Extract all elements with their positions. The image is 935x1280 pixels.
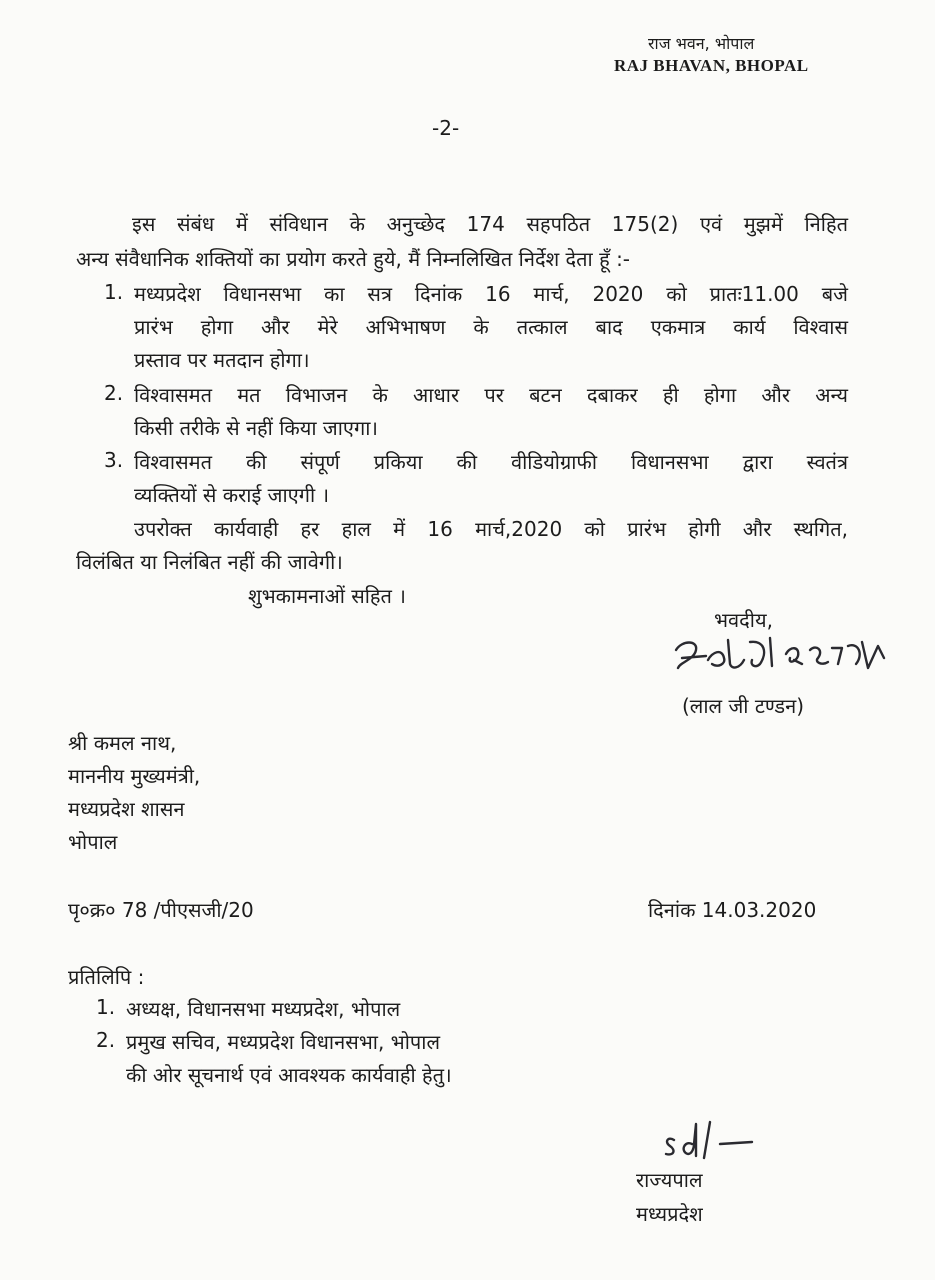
direction-line: प्रारंभ होगा और मेरे अभिभाषण के तत्काल बाद एकमात्र कार्य विश्वास (134, 315, 848, 339)
signatory-name: (लाल जी टण्डन) (682, 694, 805, 718)
governor-state: मध्यप्रदेश (636, 1202, 703, 1226)
addressee-line: भोपाल (68, 830, 118, 854)
copy-to-line: अध्यक्ष, विधानसभा मध्यप्रदेश, भोपाल (126, 997, 401, 1021)
copy-to-line: की ओर सूचनार्थ एवं आवश्यक कार्यवाही हेतु। (126, 1063, 452, 1087)
wishes-line: शुभकामनाओं सहित । (248, 584, 406, 608)
letter-date: दिनांक 14.03.2020 (648, 898, 817, 922)
intro-line-2: अन्य संवैधानिक शक्तियों का प्रयोग करते हुये, मैं निम्नलिखित निर्देश देता हूँ :- (76, 247, 631, 271)
direction-number: 3. (104, 448, 124, 472)
letterhead-hindi: राज भवन, भोपाल (648, 34, 755, 53)
copy-to-heading: प्रतिलिपि : (68, 965, 145, 989)
addressee-line: माननीय मुख्यमंत्री, (68, 764, 201, 788)
sdl-mark (660, 1118, 760, 1168)
reference-number: पृ०क्र० 78 /पीएसजी/20 (68, 898, 254, 922)
direction-line: व्यक्तियों से कराई जाएगी । (134, 483, 330, 507)
direction-number: 1. (104, 280, 124, 304)
closing-line-2: विलंबित या निलंबित नहीं की जावेगी। (76, 550, 343, 574)
governor-title: राज्यपाल (636, 1168, 703, 1192)
direction-line: किसी तरीके से नहीं किया जाएगा। (134, 416, 378, 440)
intro-line-1: इस संबंध में संविधान के अनुच्छेद 174 सहपठित 175(2) एवं मुझमें निहित (132, 212, 848, 236)
copy-to-line: प्रमुख सचिव, मध्यप्रदेश विधानसभा, भोपाल (126, 1030, 441, 1054)
direction-line: विश्वासमत मत विभाजन के आधार पर बटन दबाकर ही होगा और अन्य (134, 383, 848, 407)
handwritten-signature (672, 628, 902, 682)
addressee-line: श्री कमल नाथ, (68, 731, 177, 755)
page-number: -2- (432, 116, 460, 140)
direction-line: प्रस्ताव पर मतदान होगा। (134, 348, 310, 372)
direction-line: विश्वासमत की संपूर्ण प्रकिया की वीडियोग्राफी विधानसभा द्वारा स्वतंत्र (134, 450, 848, 474)
valediction: भवदीय, (714, 608, 773, 632)
letterhead-english: RAJ BHAVAN, BHOPAL (614, 56, 809, 75)
addressee-line: मध्यप्रदेश शासन (68, 797, 185, 821)
closing-line-1: उपरोक्त कार्यवाही हर हाल में 16 मार्च,2020 को प्रारंभ होगी और स्थगित, (134, 517, 848, 541)
copy-to-number: 1. (96, 995, 116, 1019)
direction-number: 2. (104, 381, 124, 405)
copy-to-number: 2. (96, 1028, 116, 1052)
direction-line: मध्यप्रदेश विधानसभा का सत्र दिनांक 16 मार्च, 2020 को प्रातः11.00 बजे (134, 282, 848, 306)
